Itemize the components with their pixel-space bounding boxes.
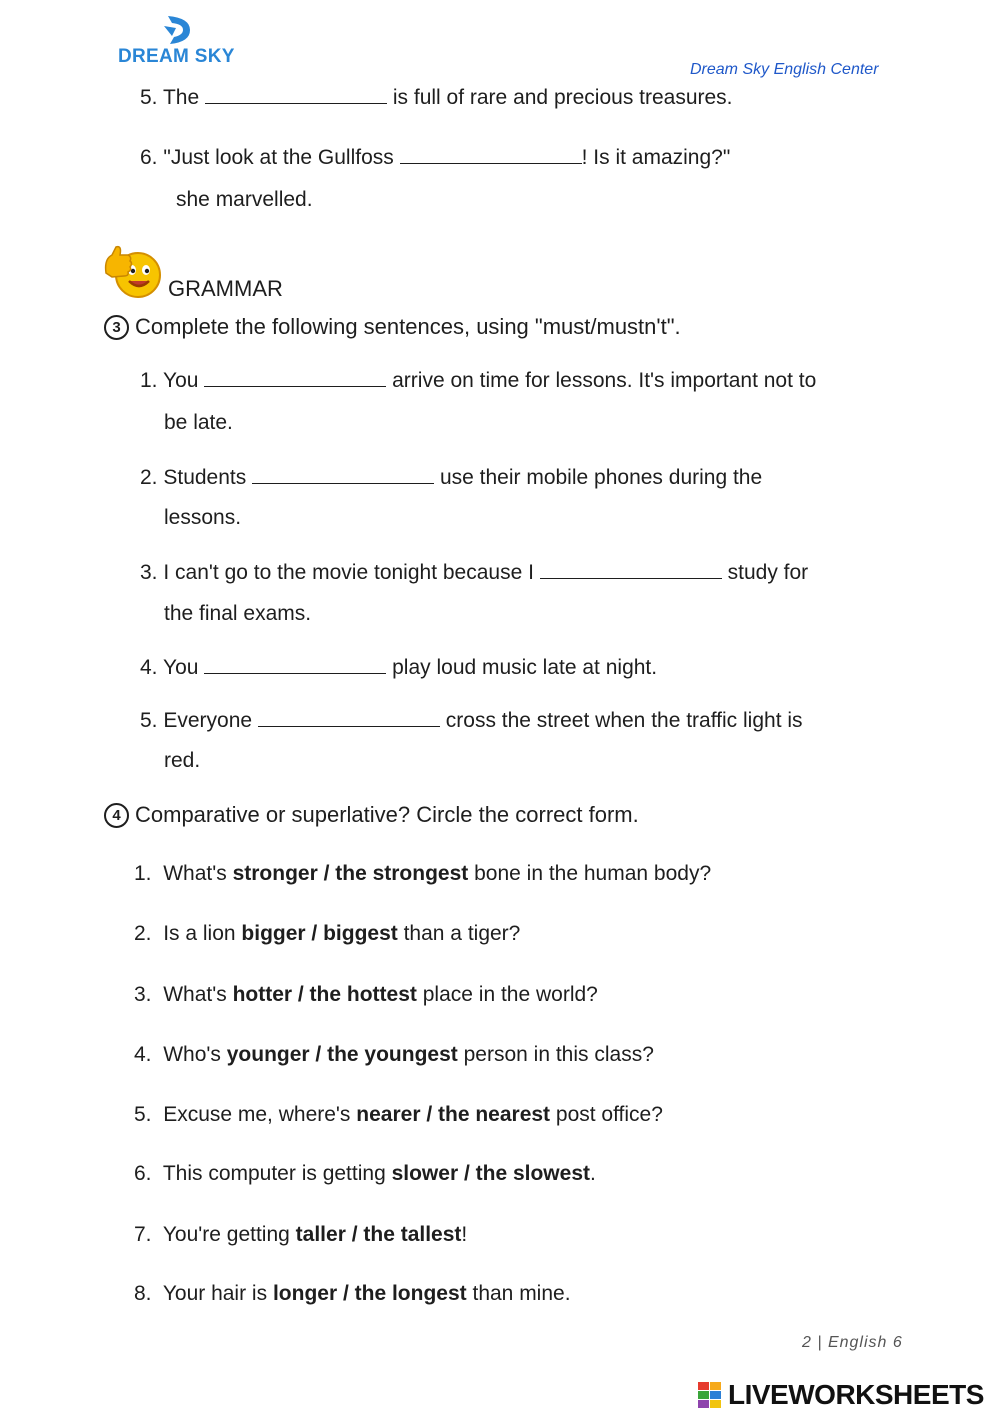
item-text-post: play loud music late at night. (392, 656, 658, 679)
item-number: 5. (140, 709, 158, 732)
ex3-item-3 (140, 559, 808, 585)
exercise-number-badge: 3 (104, 315, 129, 340)
item-text-pre: The (162, 86, 200, 109)
ex3-item-2 (140, 464, 762, 490)
center-name: Dream Sky English Center (690, 61, 879, 78)
vocab-item-6 (140, 144, 730, 170)
section-heading-grammar: GRAMMAR (168, 276, 283, 301)
liveworksheets-text: LIVEWORKSHEETS (728, 1379, 984, 1410)
ex3-item-2-continued: lessons. (164, 506, 242, 529)
ex4-item-8 (134, 1282, 571, 1306)
answer-blank[interactable] (205, 84, 387, 104)
item-text-pre: What's (163, 983, 227, 1006)
item-text-pre: "Just look at the Gullfoss (163, 146, 394, 169)
item-text-post: is full of rare and precious treasures. (392, 86, 733, 109)
answer-options[interactable]: bigger / biggest (241, 922, 398, 945)
item-number: 1. (134, 862, 152, 885)
ex4-item-2 (134, 922, 520, 946)
item-text-pre: Excuse me, where's (163, 1103, 351, 1126)
answer-options[interactable]: younger / the youngest (226, 1043, 458, 1066)
ex4-item-5 (134, 1103, 663, 1127)
item-number: 1. (140, 369, 158, 392)
item-number: 4. (140, 656, 158, 679)
page-number: 2 | English 6 (802, 1334, 903, 1351)
item-text-pre: Your hair is (162, 1282, 268, 1305)
item-number: 7. (134, 1223, 152, 1246)
answer-options[interactable]: stronger / the strongest (232, 862, 469, 885)
item-number: 6. (140, 146, 158, 169)
item-text-pre: You're getting (162, 1223, 290, 1246)
item-text-post: ! (461, 1223, 468, 1246)
ex4-item-7 (134, 1223, 467, 1247)
item-text-pre: Students (163, 466, 247, 489)
answer-options[interactable]: taller / the tallest (295, 1223, 462, 1246)
answer-blank[interactable] (204, 367, 386, 387)
answer-blank[interactable] (400, 144, 582, 164)
exercise-number-badge: 4 (104, 803, 129, 828)
answer-blank[interactable] (540, 559, 722, 579)
logo-text: DREAM SKY (118, 46, 235, 67)
ex3-item-4 (140, 654, 657, 680)
ex3-item-3-continued: the final exams. (164, 602, 312, 625)
answer-options[interactable]: nearer / the nearest (356, 1103, 551, 1126)
item-text-pre: I can't go to the movie tonight because I (163, 561, 534, 584)
item-text-pre: You (162, 369, 199, 392)
ex4-item-3 (134, 983, 598, 1007)
item-text-post: . (590, 1162, 596, 1185)
item-number: 8. (134, 1282, 152, 1305)
item-text-post: study for (727, 561, 809, 584)
item-number: 5. (134, 1103, 152, 1126)
answer-blank[interactable] (252, 464, 434, 484)
liveworksheets-logo[interactable] (698, 1378, 984, 1412)
vocab-item-6-continued: she marvelled. (176, 188, 313, 211)
ex3-item-1 (140, 367, 816, 393)
ex3-item-1-continued: be late. (164, 411, 233, 434)
item-number: 4. (134, 1043, 152, 1066)
ex4-item-1 (134, 862, 711, 886)
ex4-item-6 (134, 1162, 596, 1186)
item-number: 5. (140, 86, 158, 109)
item-number: 2. (140, 466, 158, 489)
ex3-item-5-continued: red. (164, 749, 201, 772)
ex4-item-4 (134, 1043, 654, 1067)
answer-options[interactable]: hotter / the hottest (232, 983, 417, 1006)
liveworksheets-logo-icon (698, 1382, 722, 1408)
answer-options[interactable]: longer / the longest (272, 1282, 467, 1305)
item-text-pre: What's (163, 862, 227, 885)
instruction-text: Complete the following sentences, using "must/mustn't". (135, 314, 681, 339)
exercise-4-instruction (104, 802, 639, 828)
item-text-post: place in the world? (422, 983, 598, 1006)
answer-blank[interactable] (204, 654, 386, 674)
ex3-item-5 (140, 707, 803, 733)
instruction-text: Comparative or superlative? Circle the correct form. (135, 802, 639, 827)
exercise-3-instruction (104, 314, 681, 340)
item-text-post: use their mobile phones during the (439, 466, 763, 489)
thumbs-up-smiley-icon (102, 243, 164, 299)
item-number: 3. (134, 983, 152, 1006)
item-text-pre: Everyone (163, 709, 253, 732)
item-text-post: post office? (555, 1103, 663, 1126)
item-text-post: than a tiger? (403, 922, 521, 945)
vocab-item-5 (140, 84, 733, 110)
item-text-pre: This computer is getting (162, 1162, 386, 1185)
dream-sky-logo (110, 12, 250, 72)
item-number: 6. (134, 1162, 152, 1185)
item-text-post: bone in the human body? (474, 862, 712, 885)
item-number: 3. (140, 561, 158, 584)
answer-blank[interactable] (258, 707, 440, 727)
item-text-pre: You (162, 656, 199, 679)
item-text-post: cross the street when the traffic light is (445, 709, 803, 732)
item-text-pre: Is a lion (163, 922, 236, 945)
item-number: 2. (134, 922, 152, 945)
item-text-post: arrive on time for lessons. It's important not to (392, 369, 817, 392)
item-text-post: person in this class? (463, 1043, 654, 1066)
item-text-post: ! Is it amazing?" (581, 146, 731, 169)
item-text-pre: Who's (163, 1043, 221, 1066)
dream-sky-logo-icon (162, 14, 196, 46)
item-text-post: than mine. (472, 1282, 571, 1305)
answer-options[interactable]: slower / the slowest (391, 1162, 590, 1185)
